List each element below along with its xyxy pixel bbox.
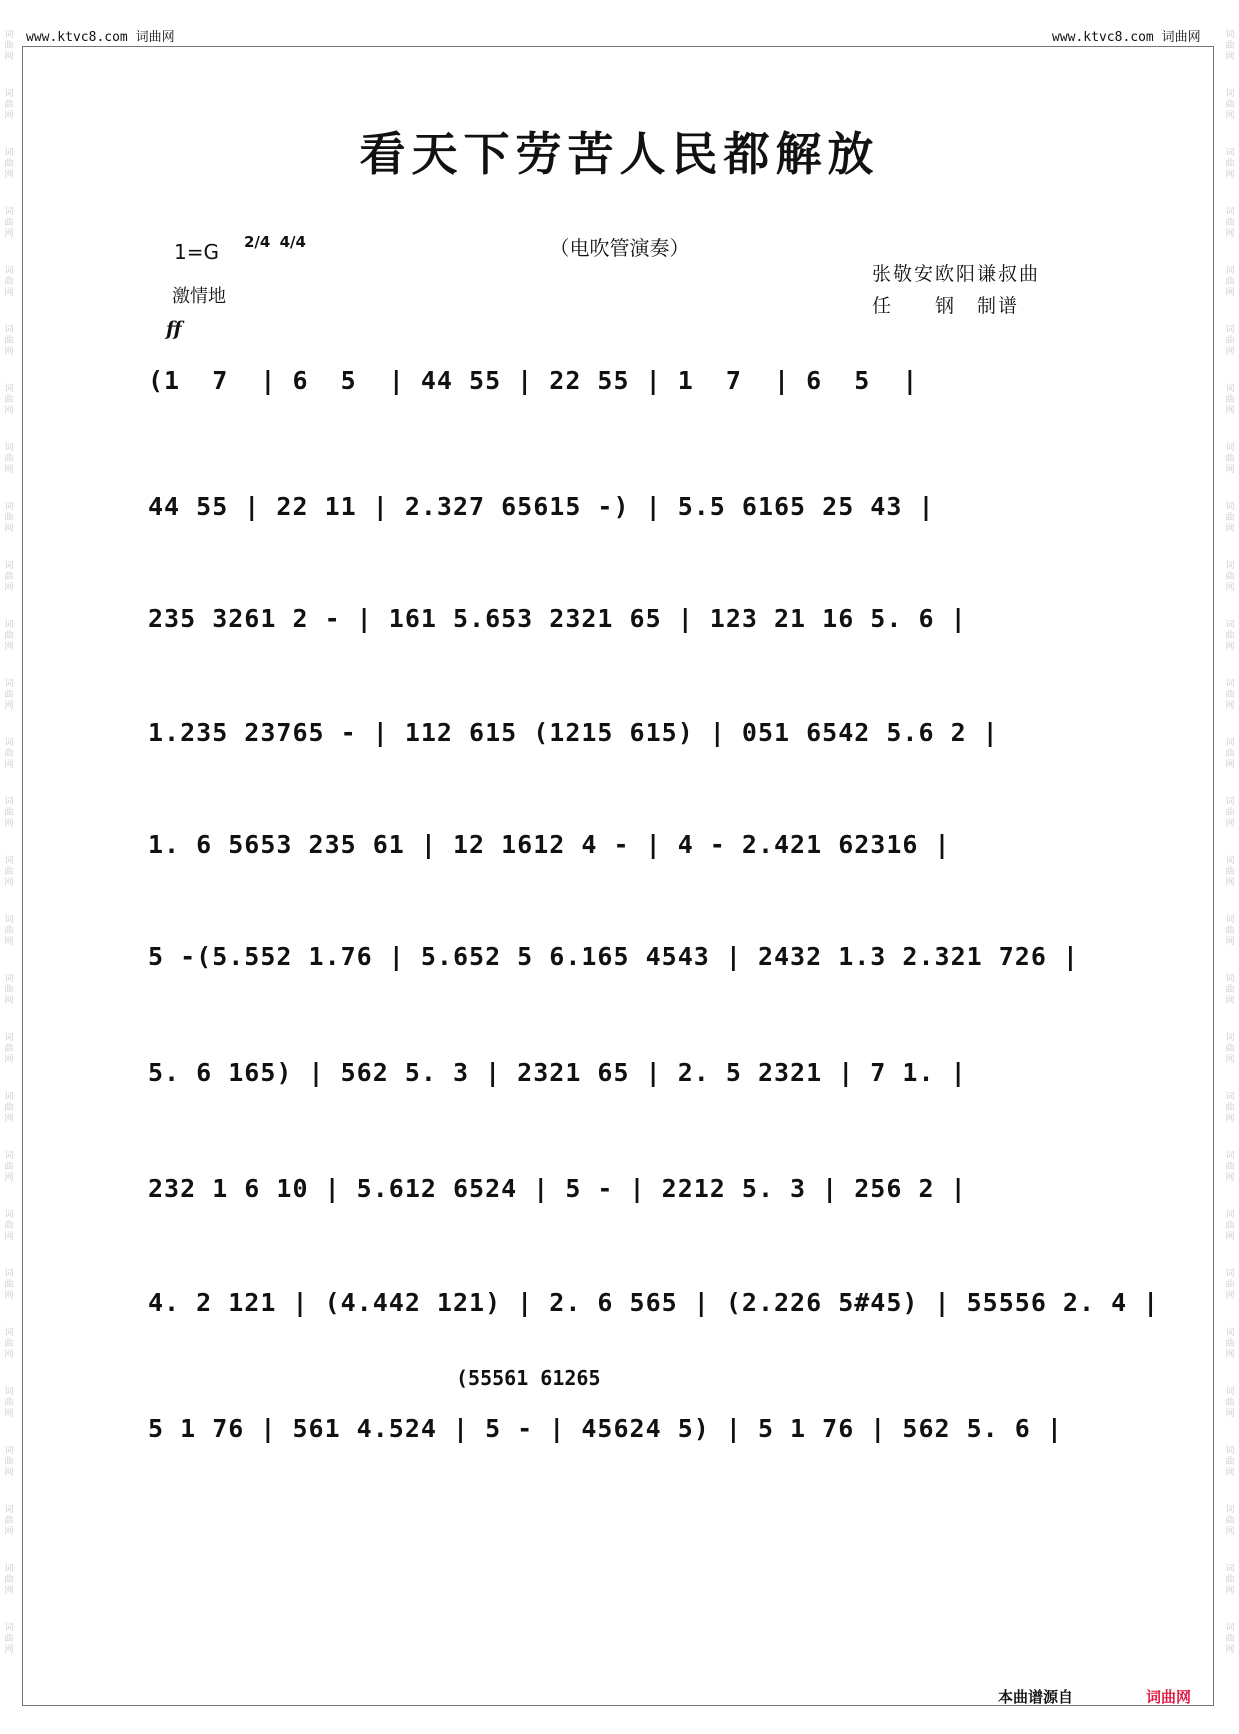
arranger-credit: 任 钢 制谱 — [872, 295, 1020, 317]
watermark-text: 词曲网 — [1225, 679, 1235, 711]
watermark-text: 词曲网 — [1225, 1387, 1235, 1419]
watermark-text: 词曲网 — [1225, 1269, 1235, 1301]
watermark-text: 词曲网 — [1225, 89, 1235, 121]
watermark-text: 词曲网 — [4, 1151, 14, 1183]
watermark-text: 词曲网 — [4, 679, 14, 711]
watermark-text: 词曲网 — [4, 915, 14, 947]
notation-text: (1 7 | 6 5 | 44 55 | 22 55 | 1 7 | 6 5 | — [148, 366, 919, 395]
watermark-text: 词曲网 — [1225, 915, 1235, 947]
watermark-text: 词曲网 — [1225, 620, 1235, 652]
tempo-marking: 激情地 — [172, 286, 226, 307]
score-subtitle: （电吹管演奏） — [549, 236, 690, 260]
time-signature: 2/4 — [244, 233, 271, 251]
watermark-text: 词曲网 — [4, 1623, 14, 1655]
watermark-text: 词曲网 — [1225, 1623, 1235, 1655]
watermark-text: 词曲网 — [4, 738, 14, 770]
notation-text: 5 -(5.552 1.76 | 5.652 5 6.165 4543 | 2432 1.3 2.321 726 | — [148, 942, 1079, 971]
notation-text: 235 3261 2 - | 161 5.653 2321 65 | 123 21 16 5. 6 | — [148, 604, 967, 633]
watermark-text: 词曲网 — [1225, 502, 1235, 534]
watermark-text: 词曲网 — [1225, 1564, 1235, 1596]
dynamic-marking: ff — [166, 318, 182, 340]
notation-text: 5 1 76 | 561 4.524 | 5 - | 45624 5) | 5 1 76 | 562 5. 6 | — [148, 1414, 1063, 1443]
watermark-text: 词曲网 — [1225, 1505, 1235, 1537]
watermark-text: 词曲网 — [4, 1505, 14, 1537]
watermark-text: 词曲网 — [1225, 1328, 1235, 1360]
watermark-text: 词曲网 — [4, 1328, 14, 1360]
watermark-text: 词曲网 — [1225, 974, 1235, 1006]
watermark-text: 词曲网 — [1225, 148, 1235, 180]
score-line — [148, 1040, 1100, 1110]
watermark-text: 词曲网 — [4, 148, 14, 180]
watermark-text: 词曲网 — [4, 207, 14, 239]
watermark-text: 词曲网 — [4, 384, 14, 416]
watermark-text: 词曲网 — [4, 797, 14, 829]
watermark-text: 词曲网 — [1225, 856, 1235, 888]
watermark-text: 词曲网 — [4, 89, 14, 121]
watermark-text: 词曲网 — [1225, 561, 1235, 593]
watermark-text: 词曲网 — [1225, 384, 1235, 416]
score-line — [148, 474, 1100, 544]
score-line — [148, 348, 1100, 418]
watermark-text: 词曲网 — [1225, 1210, 1235, 1242]
watermark-text: 词曲网 — [1225, 1092, 1235, 1124]
score-line — [148, 700, 1100, 770]
notation-text: 44 55 | 22 11 | 2.327 65615 -) | 5.5 6165 25 43 | — [148, 492, 935, 521]
time-signatures — [244, 234, 310, 250]
watermark-text: 词曲网 — [4, 561, 14, 593]
footer-source-label: 本曲谱源自 — [998, 1688, 1074, 1706]
notation-text: 4. 2 121 | (4.442 121) | 2. 6 565 | (2.226 5#45) | 55556 2. 4 | — [148, 1288, 1160, 1317]
watermark-text: 词曲网 — [4, 30, 14, 62]
notation-text: 1. 6 5653 235 61 | 12 1612 4 - | 4 - 2.421 62316 | — [148, 830, 951, 859]
watermark-text: 词曲网 — [4, 1446, 14, 1478]
watermark-text: 词曲网 — [1225, 1033, 1235, 1065]
watermark-text: 词曲网 — [4, 1033, 14, 1065]
composer-credit: 张敬安欧阳谦叔曲 — [872, 263, 1041, 285]
watermark-text: 词曲网 — [4, 443, 14, 475]
watermark-text: 词曲网 — [4, 1564, 14, 1596]
watermark-text: 词曲网 — [4, 1092, 14, 1124]
watermark-text: 词曲网 — [4, 620, 14, 652]
left-watermark-column — [2, 30, 16, 1682]
score-line — [148, 924, 1100, 994]
score-title: 看天下劳苦人民都解放 — [359, 127, 880, 181]
ossia-passage: (55561 61265 — [456, 1366, 601, 1390]
notation-text: 5. 6 165) | 562 5. 3 | 2321 65 | 2. 5 2321 | 7 1. | — [148, 1058, 967, 1087]
header-site-right[interactable]: www.ktvc8.com 词曲网 — [1052, 30, 1201, 45]
score-line — [148, 812, 1100, 882]
notation-text: 1.235 23765 - | 112 615 (1215 615) | 051 6542 5.6 2 | — [148, 718, 999, 747]
watermark-text: 词曲网 — [1225, 266, 1235, 298]
notation-text: 232 1 6 10 | 5.612 6524 | 5 - | 2212 5. 3 | 256 2 | — [148, 1174, 967, 1203]
watermark-text: 词曲网 — [1225, 30, 1235, 62]
score-line — [148, 1270, 1160, 1340]
score-line — [148, 586, 1100, 656]
key-signature: 1=G — [174, 240, 219, 264]
watermark-text: 词曲网 — [1225, 443, 1235, 475]
watermark-text: 词曲网 — [1225, 738, 1235, 770]
watermark-text: 词曲网 — [4, 1269, 14, 1301]
watermark-text: 词曲网 — [4, 1387, 14, 1419]
right-watermark-column — [1223, 30, 1237, 1682]
watermark-text: 词曲网 — [1225, 207, 1235, 239]
watermark-text: 词曲网 — [4, 856, 14, 888]
watermark-text: 词曲网 — [4, 974, 14, 1006]
header-site-left[interactable]: www.ktvc8.com 词曲网 — [26, 30, 175, 45]
score-line — [148, 1156, 1100, 1226]
watermark-text: 词曲网 — [4, 502, 14, 534]
watermark-text: 词曲网 — [1225, 1446, 1235, 1478]
watermark-text: 词曲网 — [1225, 325, 1235, 357]
watermark-text: 词曲网 — [1225, 797, 1235, 829]
score-line — [148, 1396, 1100, 1466]
watermark-text: 词曲网 — [1225, 1151, 1235, 1183]
time-signature: 4/4 — [279, 233, 306, 251]
watermark-text: 词曲网 — [4, 325, 14, 357]
credits — [872, 258, 1040, 322]
watermark-text: 词曲网 — [4, 266, 14, 298]
footer-site-name[interactable]: 词曲网 — [1146, 1688, 1192, 1706]
watermark-text: 词曲网 — [4, 1210, 14, 1242]
